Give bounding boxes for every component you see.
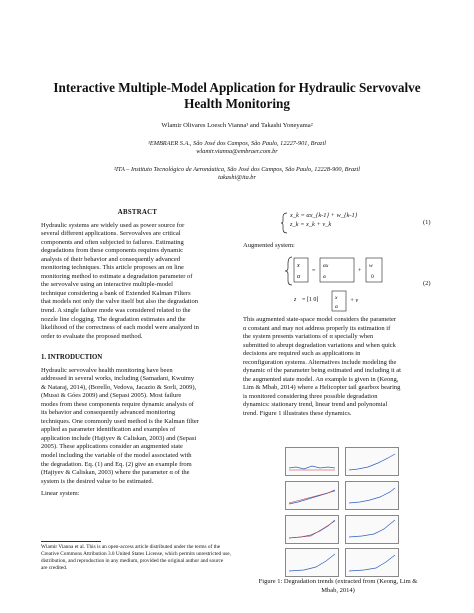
svg-text:z: z	[294, 297, 297, 303]
svg-text:=: =	[312, 268, 316, 274]
text-line: submitted to abrupt degradation variations and when quick	[243, 341, 396, 349]
text-line: technique considering a bank of Extended Kalman Filters	[41, 289, 191, 297]
abstract-section	[41, 209, 234, 341]
figure-panel	[345, 447, 399, 476]
text-line: order to evaluate the proposed method.	[41, 332, 143, 340]
affiliation-1	[20, 140, 454, 157]
footnote-rule	[41, 541, 101, 542]
text-line: that models not only the valve itself but also the degradation	[41, 298, 199, 306]
introduction-section	[41, 354, 234, 499]
text-line: application include (Hajiyev & Caliskan, 2003) and (Sepasi	[41, 434, 197, 442]
svg-text:α: α	[297, 274, 301, 280]
title-line-1: Interactive Multiple-Model Application for Hydraulic Servovalve	[53, 80, 421, 95]
abstract-body	[41, 222, 234, 342]
affiliation-2	[20, 166, 454, 183]
text-line: techniques. One commonly used method is the Kalman filter	[41, 417, 199, 425]
caption-line-2: Mbab, 2014)	[321, 586, 355, 594]
paper-title	[30, 80, 444, 111]
right-paragraph-body	[243, 316, 433, 419]
text-line: its behavior and consequently advanced monitoring	[41, 409, 176, 417]
figure-panel	[285, 548, 339, 577]
brace-icon	[280, 212, 288, 234]
linear-system-label: Linear system:	[41, 490, 80, 498]
figure-panel	[345, 548, 399, 577]
augmented-system-label: Augmented system:	[243, 242, 295, 249]
text-line: modes from these components require dynamic analysis of	[41, 400, 194, 408]
svg-text:+: +	[358, 268, 362, 274]
figure-panel	[285, 447, 339, 476]
text-line: nozzle line clogging. The degradation estimates and the	[41, 315, 186, 323]
text-line: (Mussi & Góes 2009) and (Sepasi 2005). Most failure	[41, 392, 182, 400]
svg-text:x: x	[335, 295, 338, 301]
equation-1	[290, 212, 357, 228]
text-line: addressed in several works, including (Samadani, Kwuimy	[41, 375, 195, 383]
text-line: trend. Figure 1 illustrates these dynamics.	[243, 410, 352, 418]
footnote: Wlamir Vianna et al. This is an open-access article distributed under the terms of the Creative Commons Attribution 3.0 United States License, which permits unrestricted use, distribution, and reproduction in any medium, provided the original author and source are credited.	[41, 544, 231, 571]
text-line: applied as parameter identification and examples of	[41, 426, 176, 434]
abstract-heading: ABSTRACT	[117, 209, 158, 216]
affiliation-2-address: ²ITA – Instituto Tecnológico de Aeronáutica, São José dos Campos, São Paulo, 12228-900, Brazil	[113, 166, 361, 173]
text-line: monitoring techniques. This article proposes an on line	[41, 264, 184, 272]
text-line: Lim & Mbab, 2014) where a Helicopter tail gearbox bearing	[243, 384, 401, 392]
text-line: trend. A single failure mode was considered related to the	[41, 307, 191, 315]
text-line: components and often subjected to failures. Estimating	[41, 238, 184, 246]
equation-1-state: x_k = αx_{k-1} + w_{k-1}	[290, 212, 358, 219]
equation-2-number: (2)	[423, 280, 431, 287]
text-line: is monitored considering three possible degradation	[243, 392, 378, 400]
text-line: Hydraulic systems are widely used as power source for	[41, 221, 185, 229]
figure-panel	[345, 481, 399, 510]
svg-text:α: α	[323, 274, 326, 280]
text-line: monitoring method to estimate a degradation parameter of	[41, 272, 193, 280]
figure-1-caption	[243, 578, 433, 595]
figure-panel	[345, 515, 399, 544]
text-line: the degradation. Eq. (1) and Eq. (2) give an example from	[41, 460, 192, 468]
svg-text:0: 0	[371, 274, 374, 280]
introduction-body	[41, 367, 234, 487]
affiliation-1-address: ¹EMBRAER S.A., São José dos Campos, São Paulo, 12227-901, Brazil	[147, 140, 326, 147]
affiliation-1-email: wlamir.vianna@embraer.com.br	[196, 148, 278, 156]
equation-2-matrix	[282, 254, 392, 314]
text-line: α constant and may not address properly its estimation if	[243, 324, 391, 332]
text-line: degradations from these components requires dynamic	[41, 247, 184, 255]
text-line: dynamic of the parameter being estimated and including it at	[243, 367, 401, 375]
caption-line-1: Figure 1: Degradation trends (extracted from (Keong, Lim &	[258, 578, 418, 585]
svg-text:α: α	[335, 304, 338, 310]
text-line: analysis of their behavior and consequently advanced	[41, 255, 180, 263]
figure-panel	[285, 481, 339, 510]
equation-1-measurement: z_k = x_k + v_k	[290, 221, 332, 228]
svg-text:= [1 0]: = [1 0]	[302, 297, 319, 303]
text-line: system is the desired value to be estimated.	[41, 477, 154, 485]
text-line: dynamics: stationary trend, linear trend and polynomial	[243, 401, 388, 409]
svg-text:w: w	[369, 263, 373, 269]
right-paragraph	[243, 316, 433, 419]
author-list: Wlamir Olivares Loesch Vianna¹ and Takashi Yoneyama²	[161, 122, 313, 129]
text-line: the servovalve using an interactive multiple-model	[41, 281, 173, 289]
text-line: the system presents variations of α specially when	[243, 333, 374, 341]
text-line: decisions are required such as applications in	[243, 350, 361, 358]
text-line: Hydraulic servovalve health monitoring have been	[41, 366, 173, 374]
text-line: (Hajiyev & Caliskan, 2003) where the parameter α of the	[41, 469, 190, 477]
equation-1-number: (1)	[423, 219, 431, 226]
affiliation-2-email: takashi@ita.br	[218, 174, 256, 182]
text-line: several different applications. Servovalves are critical	[41, 230, 181, 238]
title-line-2: Health Monitoring	[184, 95, 290, 111]
text-line: 2005). These applications consider an augmented state	[41, 443, 183, 451]
introduction-heading: 1. INTRODUCTION	[41, 354, 103, 361]
figure-1	[285, 447, 401, 575]
text-line: reconfiguration systems. Alternatives include modeling the	[243, 358, 397, 366]
text-line: model including the variable of the model associated with	[41, 452, 192, 460]
svg-text:αx: αx	[323, 263, 329, 269]
text-line: the augmented state model. An example is given in (Keong,	[243, 375, 399, 383]
svg-text:+ v: + v	[350, 298, 359, 304]
text-line: likelihood of the correctness of each model were analyzed in	[41, 324, 199, 332]
text-line: This augmented state-space model considers the parameter	[243, 316, 397, 323]
figure-panel	[285, 515, 339, 544]
text-line: & Nataraj, 2014), (Borello, Vedova, Jacazio & Sorli, 2009),	[41, 383, 197, 391]
svg-text:x: x	[297, 263, 300, 269]
